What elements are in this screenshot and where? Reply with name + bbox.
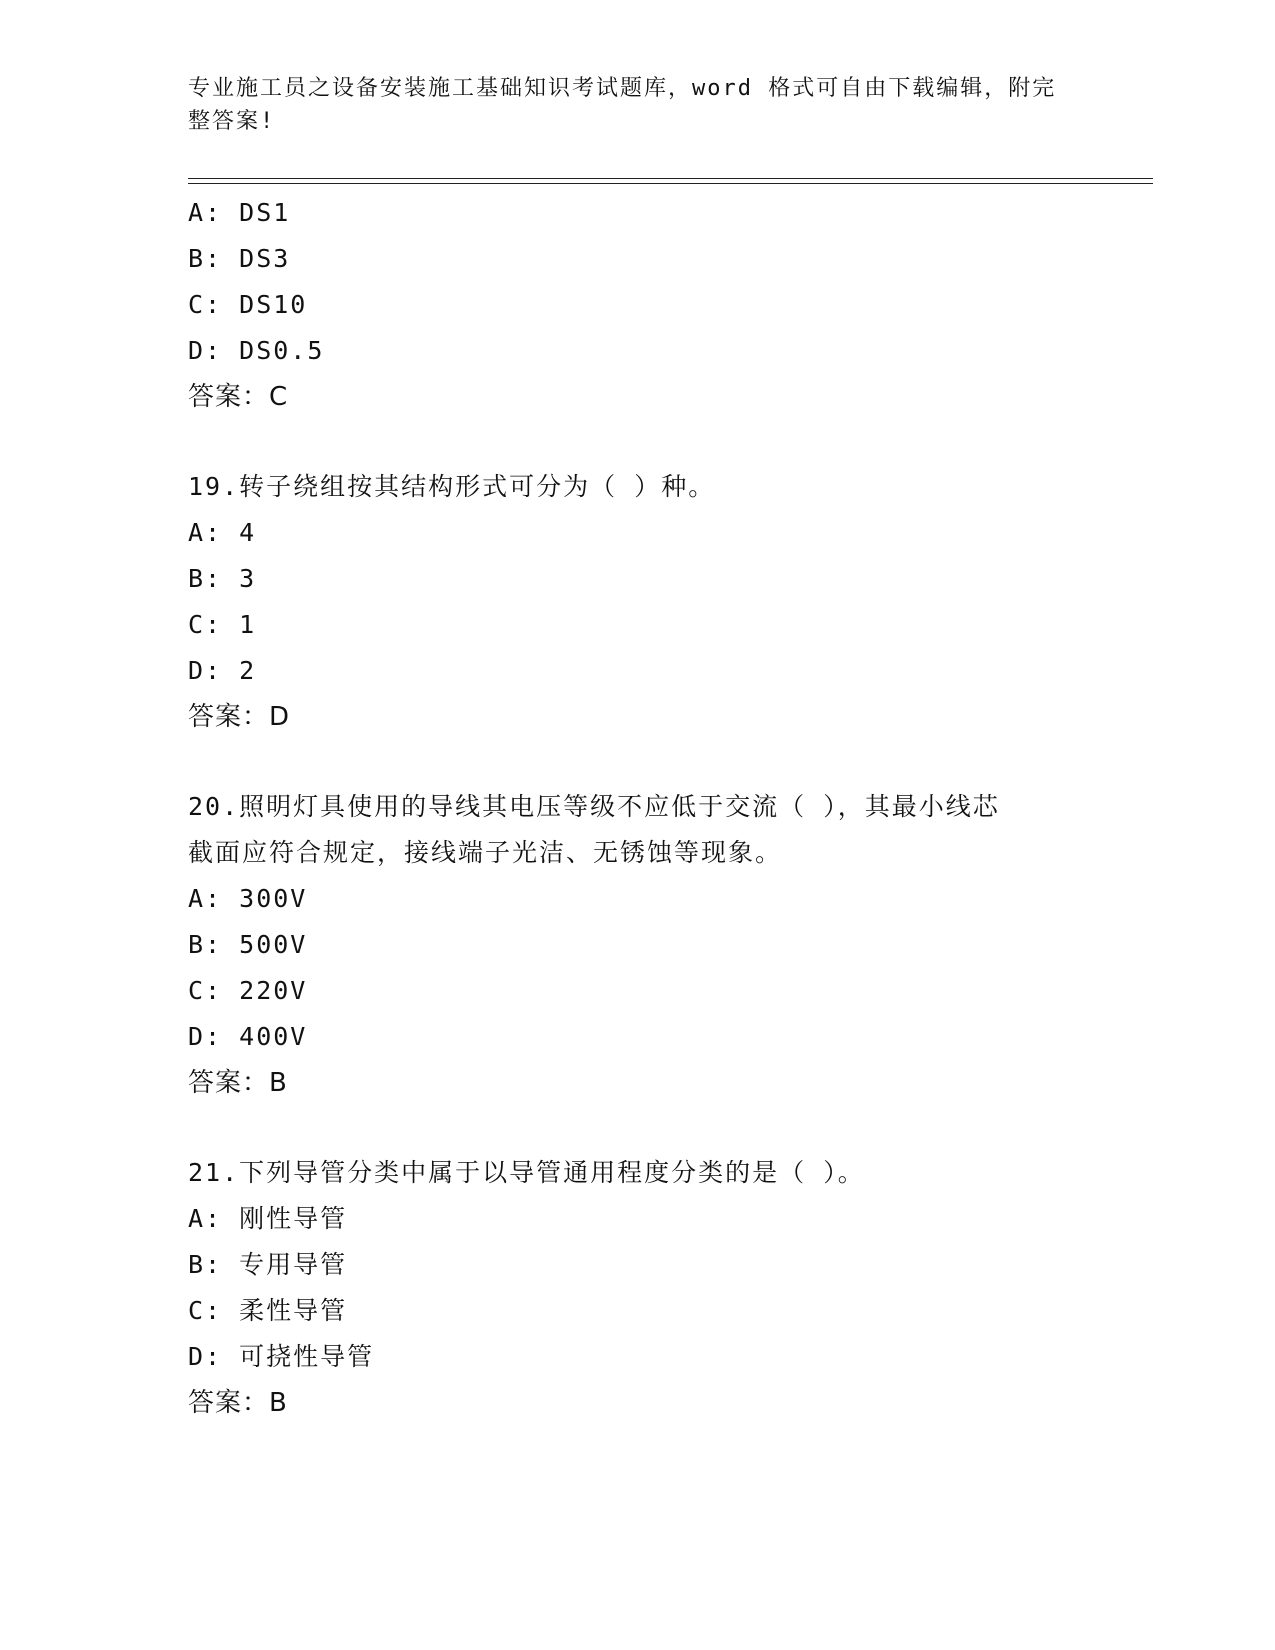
answer-line: 答案：B [188, 1388, 288, 1418]
option-c: C: 柔性导管 [188, 1296, 348, 1325]
spacer [188, 1106, 1088, 1150]
option-c: C: 1 [188, 610, 257, 639]
option-b: B: DS3 [188, 244, 291, 273]
question-text-line-2: 截面应符合规定，接线端子光洁、无锈蚀等现象。 [188, 838, 783, 867]
question-list [188, 190, 1088, 1426]
question-block-21 [188, 1150, 1088, 1426]
document-header [188, 72, 1068, 138]
spacer [188, 740, 1088, 784]
option-a: A: 刚性导管 [188, 1204, 348, 1233]
option-d: D: 可挠性导管 [188, 1342, 375, 1371]
answer-line: 答案：B [188, 1068, 288, 1098]
option-c: C: 220V [188, 976, 308, 1005]
answer-line: 答案：C [188, 382, 289, 412]
option-a: A: DS1 [188, 198, 291, 227]
question-text: 19.转子绕组按其结构形式可分为（ ）种。 [188, 472, 716, 501]
header-line-2: 整答案! [188, 109, 276, 134]
question-text-line-1: 20.照明灯具使用的导线其电压等级不应低于交流（ ），其最小线芯 [188, 792, 1000, 821]
question-block-18 [188, 190, 1088, 420]
option-d: D: 400V [188, 1022, 308, 1051]
header-line-1: 专业施工员之设备安装施工基础知识考试题库，word 格式可自由下载编辑，附完 [188, 76, 1057, 101]
option-a: A: 4 [188, 518, 257, 547]
header-divider [188, 178, 1153, 184]
option-d: D: 2 [188, 656, 257, 685]
answer-line: 答案：D [188, 702, 291, 732]
question-block-19 [188, 464, 1088, 740]
option-d: D: DS0.5 [188, 336, 325, 365]
option-b: B: 500V [188, 930, 308, 959]
option-c: C: DS10 [188, 290, 308, 319]
spacer [188, 420, 1088, 464]
question-block-20 [188, 784, 1088, 1106]
question-text: 21.下列导管分类中属于以导管通用程度分类的是（ ）。 [188, 1158, 865, 1187]
option-b: B: 3 [188, 564, 257, 593]
option-b: B: 专用导管 [188, 1250, 348, 1279]
option-a: A: 300V [188, 884, 308, 913]
